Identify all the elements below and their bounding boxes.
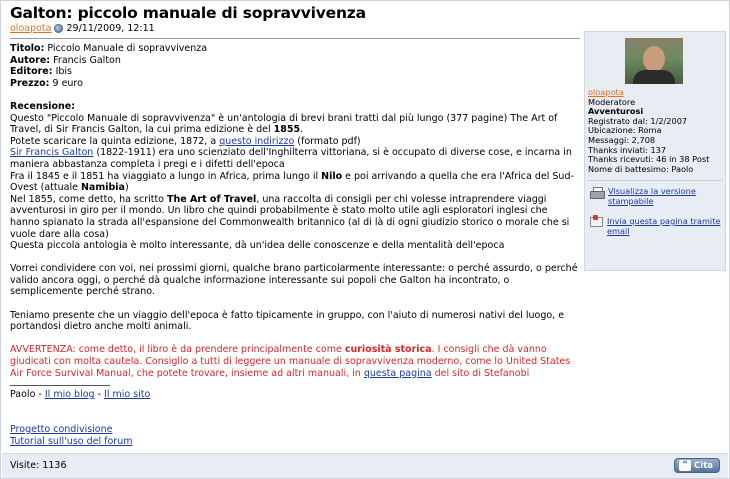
print-action[interactable]: [590, 186, 725, 206]
signature-line: Paolo - Il mio blog - Il mio sito: [10, 389, 151, 401]
galton-link[interactable]: Sir Francis Galton: [10, 147, 94, 159]
progetto-condivisione-link[interactable]: Progetto condivisione: [10, 424, 113, 435]
print-version-link[interactable]: Visualizza la versione stampabile: [608, 186, 696, 206]
user-status-icon: [54, 24, 63, 33]
review-paragraph-5: Nel 1855, come detto, ha scritto The Art of Travel, una raccolta di consigli per chi volesse intraprendere viaggi avventurosi in giro per il mondo. Un libro che quindi probabilmente è stato molto utile agli esploratori inglesi che hanno spianato la strada all'espansione del Commonwealth britannico (al di là di ogni giudizio storico o morale che si vuole dare alla cosa): [10, 193, 570, 240]
book-title-line: Titolo: Piccolo Manuale di sopravvivenza: [10, 43, 208, 54]
email-icon: [590, 217, 603, 227]
review-paragraph-8: Teniamo presente che un viaggio dell'epoca è fatto tipicamente in gruppo, con l'aiuto di numerosi nativi del luogo, e portandosi dietro anche molti animali.: [10, 309, 565, 333]
quote-icon: “: [679, 460, 691, 471]
manuals-page-link[interactable]: questa pagina: [363, 367, 432, 379]
user-baptism-name: Nome di battesimo: Paolo: [588, 163, 694, 174]
sidebar-username-link[interactable]: oloapota: [588, 87, 624, 97]
review-paragraph-7: Vorrei condividere con voi, nei prossimi giorni, qualche brano particolarmente interessante: o perché assurdo, o perché valido ancora oggi, o perché dà qualche informazione interessante sui popoli che Galton ha incontrato, o semplicemente perché strano.: [10, 263, 578, 298]
quote-button[interactable]: “ Cita: [674, 458, 720, 473]
user-role: Moderatore: [588, 96, 636, 107]
review-paragraph-1: Questo "Piccolo Manuale di sopravvivenza" è un'antologia di brevi brani tratti dal più lungo (377 pagine) The Art of Travel, di Sir Francis Galton, la cui prima edizione è del 1855.: [10, 112, 558, 136]
user-group: Avventurosi: [588, 106, 644, 117]
post-title: Galton: piccolo manuale di sopravvivenza: [10, 4, 366, 22]
visit-count: Visite: 1136: [10, 460, 67, 471]
post-date: 29/11/2009, 12:11: [66, 23, 155, 34]
site-link[interactable]: Il mio sito: [104, 389, 151, 401]
email-page-link[interactable]: Invia questa pagina tramite email: [607, 216, 721, 236]
title-divider: [10, 38, 580, 39]
user-location: Ubicazione: Roma: [588, 125, 662, 136]
user-thanks-received: Thanks ricevuti: 46 in 38 Post: [588, 154, 710, 165]
post-body: [10, 43, 580, 447]
post-author-link[interactable]: oloapota: [10, 23, 52, 34]
post-footer: [2, 453, 728, 478]
review-paragraph-3: Sir Francis Galton (1822-1911) era uno scienziato dell'Inghilterra vittoriana, si è occupato di diverse cose, e incarna in maniera abbastanza completa i pregi e i difetti dell'epoca: [10, 147, 572, 170]
blog-link[interactable]: Il mio blog: [44, 389, 95, 401]
book-author-line: Autore: Francis Galton: [10, 54, 121, 66]
warning-paragraph: AVVERTENZA: come detto, il libro è da prendere principalmente come curiosità storica. I consigli che dà vanno giudicati con molta cautela. Consiglio a tutti di leggere un manuale di sopravvivenza moderno, come lo United States Air Force Survival Manual, che potete trovare, insieme ad altri manuali, in questa pagina del sito di Stefanobi: [10, 344, 571, 379]
email-action[interactable]: [590, 216, 725, 236]
sidebar-divider: [588, 180, 722, 181]
user-messages: Messaggi: 2,708: [588, 134, 656, 145]
signature-divider: [10, 385, 110, 386]
review-paragraph-2: Potete scaricare la quinta edizione, 1872, a questo indirizzo (formato pdf): [10, 135, 361, 147]
review-paragraph-6: Questa piccola antologia è molto interessante, dà un'idea delle conoscenze e della mentalità dell'epoca: [10, 240, 505, 252]
forum-tutorial-link[interactable]: Tutorial sull'uso del forum: [10, 435, 133, 447]
pdf-download-link[interactable]: questo indirizzo: [219, 135, 295, 147]
book-publisher-line: Editore: Ibis: [10, 66, 72, 78]
user-info: [588, 88, 709, 174]
avatar: [625, 38, 683, 84]
post-meta: [10, 23, 155, 34]
user-sidebar: [584, 31, 726, 271]
review-heading: Recensione:: [10, 100, 76, 112]
book-price-line: Prezzo: 9 euro: [10, 77, 83, 89]
review-paragraph-4: Fra il 1845 e il 1851 ha viaggiato a lungo in Africa, prima lungo il Nilo e poi arrivando a quella che era l'Africa del Sud-Ovest (attuale Namibia): [10, 170, 574, 194]
printer-icon: [590, 187, 604, 199]
user-thanks-sent: Thanks inviati: 137: [588, 144, 667, 155]
user-registered: Registrato dal: 1/2/2007: [588, 115, 688, 126]
